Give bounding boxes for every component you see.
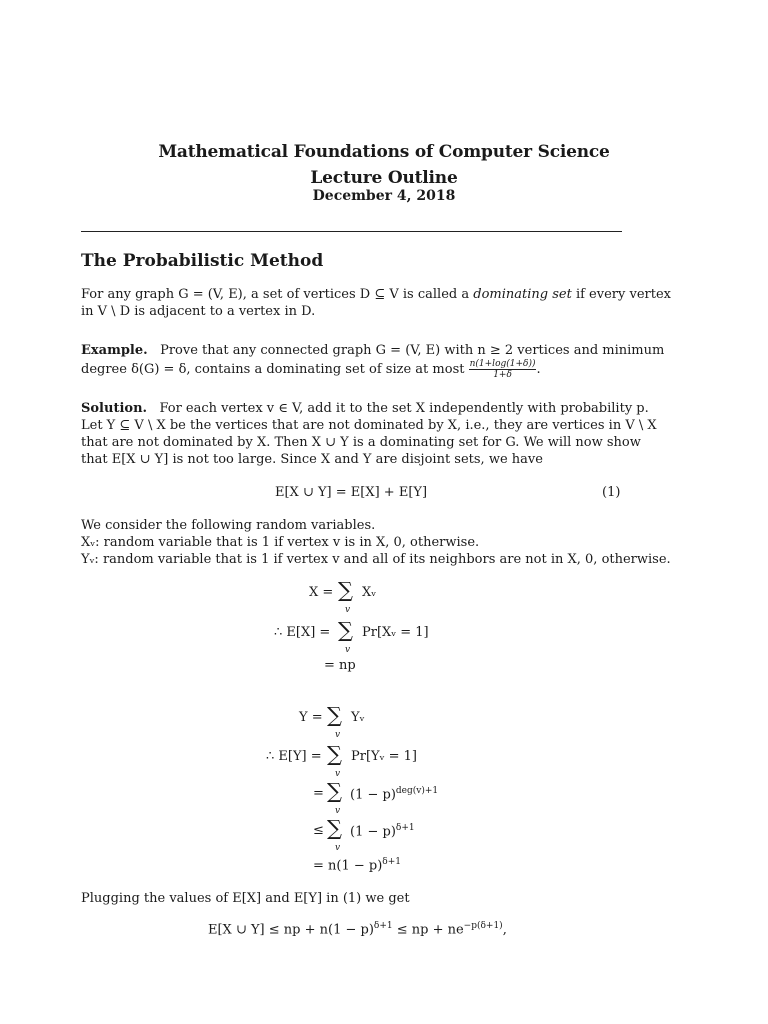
y-row2-lhs: ∴ E[Y] = — [266, 749, 322, 764]
definition-pre: For any graph G = (V, E), a set of vertices D ⊆ V is called a — [81, 287, 474, 302]
x-row3: = np — [324, 658, 356, 673]
sum-symbol: ∑ — [327, 779, 342, 803]
lecture-date: December 4, 2018 — [312, 188, 456, 204]
y-row2-rhs: Pr[Yᵥ = 1] — [351, 749, 417, 764]
definition-line-1 — [81, 286, 671, 303]
x-row2-rhs: Pr[Xᵥ = 1] — [362, 625, 429, 640]
solution-line-3: that are not dominated by X. Then X ∪ Y is a dominating set for G. We will now show — [81, 435, 641, 450]
y-row5-base: = n(1 − p) — [313, 858, 383, 874]
final-exponent-2: −p(δ+1) — [463, 921, 503, 931]
definition-line-2: in V \ D is adjacent to a vertex in D. — [81, 304, 316, 319]
x-row2-lhs: ∴ E[X] = — [274, 625, 331, 640]
example-text-2: degree δ(G) = δ, contains a dominating set of size at most — [81, 362, 469, 377]
x-row1-rhs: Xᵥ — [362, 585, 377, 600]
example-line-2 — [81, 359, 541, 380]
definition-term: dominating set — [473, 287, 572, 302]
rv-intro: We consider the following random variables. — [81, 518, 376, 533]
sum-index: v — [335, 806, 341, 816]
equation-1: E[X ∪ Y] = E[X] + E[Y] — [275, 485, 428, 500]
y-row5 — [313, 857, 401, 873]
sum-index: v — [345, 645, 351, 655]
definition-post: if every vertex — [571, 287, 671, 302]
section-title: The Probabilistic Method — [81, 251, 324, 271]
header-rule — [81, 231, 622, 232]
bound-fraction — [469, 359, 537, 380]
sum-symbol: ∑ — [327, 816, 342, 840]
y-row5-exponent: δ+1 — [382, 857, 401, 867]
final-mid: ≤ np + ne — [392, 922, 464, 938]
y-row1-lhs: Y = — [299, 710, 323, 725]
course-title: Mathematical Foundations of Computer Science — [158, 142, 610, 162]
y-row3-lhs: = — [313, 786, 324, 801]
final-end: , — [502, 922, 507, 938]
fraction-denominator: 1+δ — [493, 370, 512, 380]
example-end: . — [536, 362, 541, 377]
sum-symbol: ∑ — [327, 742, 342, 766]
sum-symbol: ∑ — [338, 618, 353, 642]
plugging-text: Plugging the values of E[X] and E[Y] in (1) we get — [81, 891, 410, 906]
y-row3-base: (1 − p) — [350, 787, 396, 803]
y-row4-exponent: δ+1 — [395, 823, 415, 833]
sum-index: v — [335, 730, 341, 740]
solution-text-1: For each vertex v ∈ V, add it to the set X independently with probability p. — [159, 401, 649, 416]
sum-symbol: ∑ — [327, 703, 342, 727]
y-row3-exponent: deg(v)+1 — [395, 786, 439, 796]
rv-yv: Yᵥ: random variable that is 1 if vertex v and all of its neighbors are not in X, 0, otherwise. — [81, 552, 671, 567]
y-row1-rhs: Yᵥ — [351, 710, 365, 725]
solution-label: Solution. — [81, 401, 148, 416]
solution-line-2: Let Y ⊆ V \ X be the vertices that are not dominated by X, i.e., they are vertices in V \ X — [81, 418, 657, 433]
final-exponent-1: δ+1 — [373, 921, 393, 931]
x-row1-lhs: X = — [309, 585, 334, 600]
sum-symbol: ∑ — [338, 578, 353, 602]
equation-1-tag: (1) — [602, 485, 621, 500]
rv-xv: Xᵥ: random variable that is 1 if vertex v is in X, 0, otherwise. — [81, 535, 480, 550]
final-inequality — [208, 921, 507, 937]
solution-line-1 — [81, 400, 649, 417]
sum-index: v — [345, 605, 351, 615]
solution-line-4: that E[X ∪ Y] is not too large. Since X and Y are disjoint sets, we have — [81, 452, 543, 467]
y-row4-base: (1 − p) — [350, 824, 396, 840]
sum-index: v — [335, 843, 341, 853]
example-label: Example. — [81, 343, 148, 358]
sum-index: v — [335, 769, 341, 779]
example-text-1: Prove that any connected graph G = (V, E) with n ≥ 2 vertices and minimum — [160, 343, 665, 358]
y-row3-rhs — [350, 786, 438, 802]
lecture-subtitle: Lecture Outline — [310, 168, 458, 188]
final-main: E[X ∪ Y] ≤ np + n(1 − p) — [208, 922, 374, 938]
fraction-numerator: n(1+log(1+δ)) — [469, 359, 536, 369]
y-row4-rhs — [350, 823, 415, 839]
example-line-1 — [81, 342, 664, 359]
y-row4-lhs: ≤ — [313, 823, 324, 838]
